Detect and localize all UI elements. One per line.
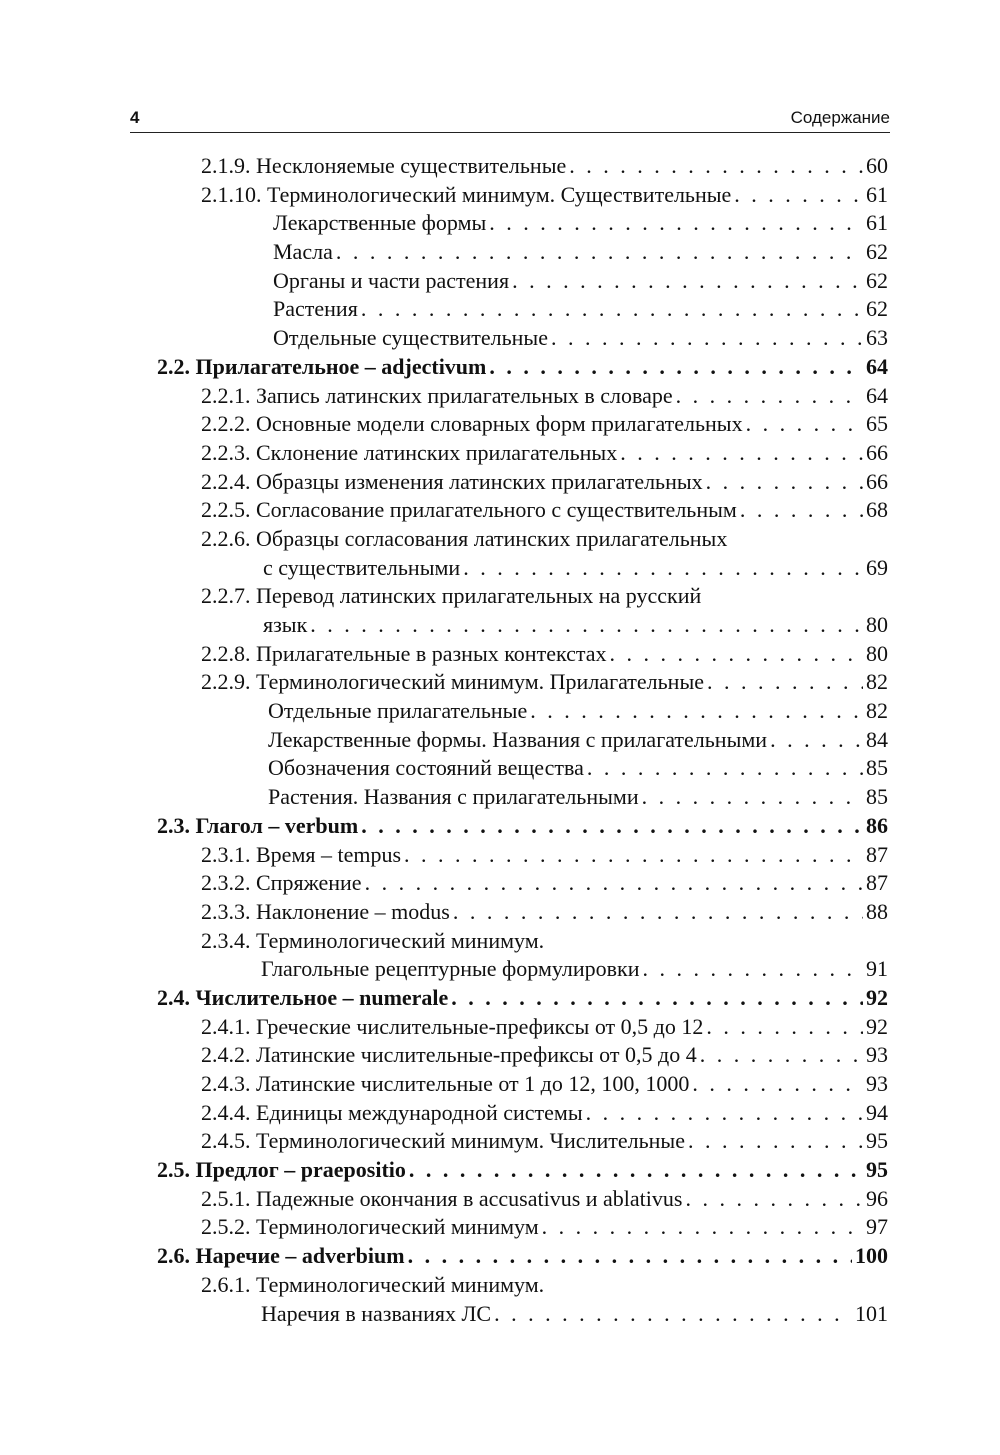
dot-leader	[740, 496, 863, 525]
toc-entry	[157, 783, 888, 812]
table-of-contents	[157, 152, 888, 1328]
dot-leader	[643, 955, 863, 984]
toc-page-number: 82	[866, 669, 888, 695]
toc-page-number: 63	[866, 325, 888, 351]
toc-entry	[157, 841, 888, 870]
dot-leader	[551, 324, 863, 353]
toc-section-entry	[157, 1156, 888, 1185]
toc-entry-title: 2.2.6. Образцы согласования латинских прилагательных	[201, 525, 728, 551]
toc-entry-title: Отдельные существительные	[273, 325, 548, 351]
toc-entry-title: 2.2.7. Перевод латинских прилагательных на русский	[201, 583, 702, 609]
toc-page-number: 85	[866, 784, 888, 810]
toc-entry-title: Обозначения состояний вещества	[268, 755, 584, 781]
toc-page-number: 93	[866, 1071, 888, 1096]
dot-leader	[685, 1185, 863, 1214]
toc-entry-title: 2.4.2. Латинские числительные-префиксы от 0,5 до 4	[201, 1042, 697, 1068]
toc-entry-title: Растения. Названия с прилагательными	[268, 784, 639, 810]
toc-entry-title: Отдельные прилагательные	[268, 698, 528, 724]
dot-leader	[463, 554, 863, 583]
toc-page-number: 97	[866, 1214, 888, 1240]
toc-entry	[157, 410, 888, 439]
toc-entry-title: 2.2.5. Согласование прилагательного с существительным	[201, 497, 737, 523]
toc-entry	[157, 209, 888, 238]
toc-entry-title: 2.2.3. Склонение латинских прилагательных	[201, 439, 618, 465]
dot-leader	[706, 1013, 863, 1042]
toc-entry	[157, 1099, 888, 1128]
dot-leader	[336, 238, 863, 267]
toc-entry-title: 2.3.2. Спряжение	[201, 870, 362, 896]
dot-leader	[404, 841, 863, 870]
dot-leader	[365, 869, 863, 898]
toc-entry-title: 2.5.1. Падежные окончания в accusativus и ablativus	[201, 1185, 683, 1211]
dot-leader	[489, 209, 863, 238]
toc-entry-title: с существительными	[263, 554, 461, 580]
toc-page-number: 96	[866, 1185, 888, 1211]
dot-leader	[692, 1070, 863, 1099]
toc-entry	[157, 468, 888, 497]
toc-entry-title: 2.2.9. Терминологический минимум. Прилагательные	[201, 669, 704, 695]
toc-entry	[157, 324, 888, 353]
dot-leader	[542, 1213, 863, 1242]
dot-leader	[746, 410, 863, 439]
toc-entry	[157, 439, 888, 468]
page-number: 4	[130, 108, 140, 127]
toc-page-number: 61	[866, 210, 888, 236]
toc-entry	[157, 382, 888, 411]
toc-page-number: 87	[866, 841, 888, 867]
dot-leader	[361, 295, 863, 324]
toc-entry-title: 2.4.1. Греческие числительные-префиксы от 0,5 до 12	[201, 1013, 704, 1039]
toc-page-number: 94	[866, 1099, 888, 1125]
running-head-title: Содержание	[790, 108, 890, 127]
toc-entry-title: 2.6. Наречие – adverbium	[157, 1243, 405, 1269]
toc-entry	[157, 582, 888, 611]
toc-entry-title: Лекарственные формы. Названия с прилагательными	[268, 726, 768, 752]
dot-leader	[451, 984, 863, 1013]
dot-leader	[610, 640, 863, 669]
toc-entry	[157, 668, 888, 697]
toc-entry-title: 2.4.4. Единицы международной системы	[201, 1099, 583, 1125]
dot-leader	[494, 1300, 852, 1329]
dot-leader	[408, 1242, 852, 1271]
toc-entry-title: 2.3. Глагол – verbum	[157, 812, 359, 838]
toc-entry	[157, 1271, 888, 1300]
toc-entry	[157, 611, 888, 640]
toc-entry-title: 2.5. Предлог – praepositio	[157, 1157, 406, 1183]
toc-page-number: 95	[866, 1157, 888, 1183]
toc-entry	[157, 295, 888, 324]
toc-entry	[157, 869, 888, 898]
toc-page-number: 66	[866, 439, 888, 465]
toc-page-number: 82	[866, 698, 888, 724]
toc-entry	[157, 181, 888, 210]
toc-page-number: 64	[866, 382, 888, 408]
toc-entry-title: 2.4.3. Латинские числительные от 1 до 12, 100, 1000	[201, 1071, 690, 1096]
toc-page-number: 64	[866, 353, 888, 379]
toc-page-number: 100	[855, 1243, 888, 1269]
toc-entry-title: Масла	[273, 239, 333, 265]
toc-entry-title: 2.3.4. Терминологический минимум.	[201, 927, 545, 953]
toc-entry-title: 2.2.4. Образцы изменения латинских прилагательных	[201, 468, 703, 494]
toc-entry	[157, 1185, 888, 1214]
toc-page-number: 101	[855, 1300, 888, 1326]
dot-leader	[620, 439, 863, 468]
toc-entry-title: 2.4.5. Терминологический минимум. Числительные	[201, 1128, 685, 1154]
toc-entry	[157, 1300, 888, 1329]
toc-entry-title: 2.4. Числительное – numerale	[157, 984, 449, 1010]
toc-entry-title: 2.3.1. Время – tempus	[201, 841, 402, 867]
toc-entry-title: 2.1.10. Терминологический минимум. Существительные	[201, 181, 732, 207]
toc-entry	[157, 1041, 888, 1070]
toc-entry	[157, 955, 888, 984]
toc-entry	[157, 238, 888, 267]
toc-page-number: 60	[866, 153, 888, 178]
toc-entry-title: Органы и части растения	[273, 267, 510, 293]
toc-page-number: 62	[866, 239, 888, 265]
dot-leader	[587, 754, 863, 783]
toc-page-number: 93	[866, 1042, 888, 1068]
toc-section-entry	[157, 984, 888, 1013]
dot-leader	[361, 812, 863, 841]
dot-leader	[409, 1156, 863, 1185]
toc-entry-title: Растения	[273, 296, 358, 322]
toc-entry-title: 2.2.1. Запись латинских прилагательных в словаре	[201, 382, 673, 408]
toc-page-number: 80	[866, 612, 888, 637]
toc-page-number: 92	[866, 1013, 888, 1039]
toc-entry-title: 2.5.2. Терминологический минимум	[201, 1214, 539, 1240]
toc-entry	[157, 640, 888, 669]
toc-entry	[157, 525, 888, 554]
dot-leader	[569, 152, 863, 181]
toc-page-number: 69	[866, 554, 888, 580]
toc-page-number: 84	[866, 726, 888, 752]
dot-leader	[489, 353, 863, 382]
toc-entry	[157, 267, 888, 296]
toc-page-number: 62	[866, 296, 888, 322]
toc-section-entry	[157, 1242, 888, 1271]
toc-entry	[157, 898, 888, 927]
toc-entry-title: 2.6.1. Терминологический минимум.	[201, 1271, 545, 1297]
toc-page-number: 68	[866, 497, 888, 523]
toc-page-number: 65	[866, 411, 888, 437]
toc-entry-title: 2.3.3. Наклонение – modus	[201, 898, 450, 924]
dot-leader	[770, 726, 863, 755]
toc-entry	[157, 697, 888, 726]
toc-entry-title: Лекарственные формы	[273, 210, 487, 236]
toc-entry	[157, 152, 888, 181]
toc-entry	[157, 754, 888, 783]
dot-leader	[707, 668, 863, 697]
toc-entry-title: Глагольные рецептурные формулировки	[261, 956, 640, 982]
toc-page-number: 80	[866, 640, 888, 666]
running-head	[130, 104, 890, 132]
toc-page-number: 62	[866, 267, 888, 293]
dot-leader	[530, 697, 863, 726]
dot-leader	[700, 1041, 863, 1070]
toc-entry	[157, 1127, 888, 1156]
toc-section-entry	[157, 812, 888, 841]
toc-page-number: 87	[866, 870, 888, 896]
dot-leader	[586, 1099, 863, 1128]
toc-entry	[157, 1070, 888, 1099]
toc-page-number: 61	[866, 181, 888, 207]
toc-entry-title: 2.2. Прилагательное – adjectivum	[157, 353, 487, 379]
toc-entry	[157, 496, 888, 525]
toc-page-number: 88	[866, 898, 888, 924]
toc-page-number: 86	[866, 812, 888, 838]
dot-leader	[706, 468, 863, 497]
toc-entry-title: 2.1.9. Несклоняемые существительные	[201, 153, 567, 178]
dot-leader	[734, 181, 863, 210]
toc-entry-title: Наречия в названиях ЛС	[261, 1300, 492, 1326]
dot-leader	[676, 382, 863, 411]
dot-leader	[642, 783, 863, 812]
toc-entry	[157, 726, 888, 755]
dot-leader	[512, 267, 863, 296]
toc-page-number: 85	[866, 755, 888, 781]
dot-leader	[688, 1127, 863, 1156]
header-rule	[130, 132, 890, 133]
toc-entry	[157, 1213, 888, 1242]
toc-entry	[157, 1013, 888, 1042]
toc-section-entry	[157, 353, 888, 382]
toc-entry-title: 2.2.2. Основные модели словарных форм прилагательных	[201, 411, 743, 437]
toc-entry-title: язык	[263, 612, 308, 637]
toc-page-number: 92	[866, 984, 888, 1010]
toc-entry-title: 2.2.8. Прилагательные в разных контекстах	[201, 640, 607, 666]
dot-leader	[453, 898, 863, 927]
toc-entry	[157, 927, 888, 956]
toc-page-number: 91	[866, 956, 888, 982]
toc-entry	[157, 554, 888, 583]
toc-page-number: 66	[866, 468, 888, 494]
dot-leader	[310, 611, 863, 640]
toc-page-number: 95	[866, 1128, 888, 1154]
